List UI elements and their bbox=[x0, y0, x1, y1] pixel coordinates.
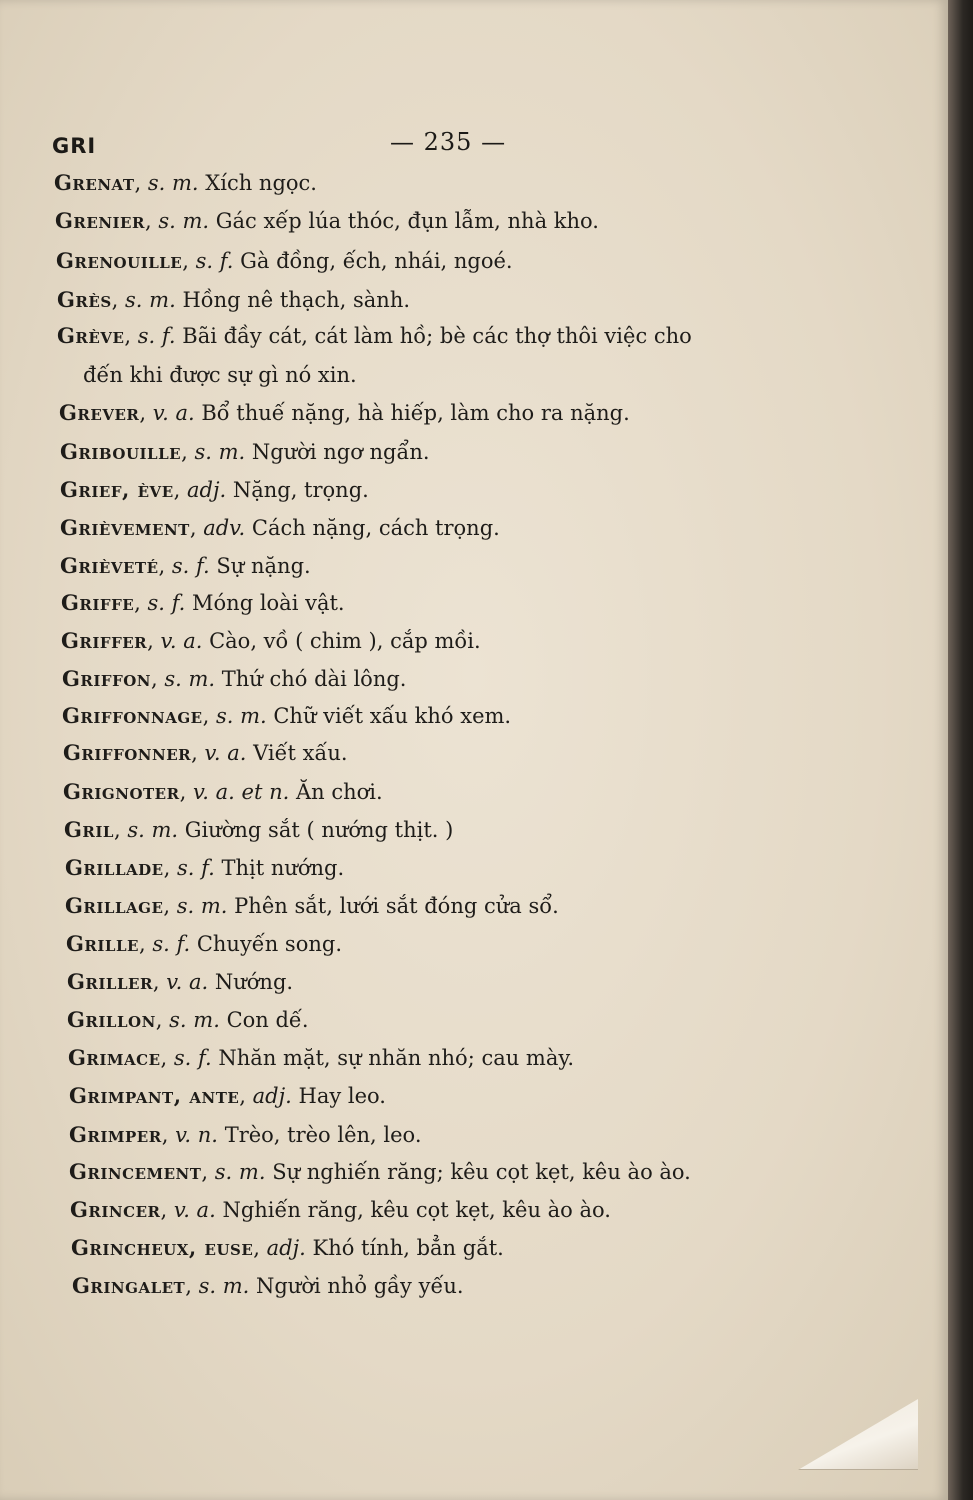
dictionary-entry bbox=[72, 1271, 464, 1301]
folded-corner bbox=[798, 1399, 918, 1470]
dictionary-entry bbox=[67, 1005, 309, 1035]
dictionary-entry bbox=[62, 701, 511, 731]
entry-grammar: s. f. bbox=[195, 249, 234, 273]
dictionary-entry bbox=[69, 1081, 386, 1111]
entry-definition: Con dế. bbox=[226, 1008, 309, 1032]
entry-headword: Gril bbox=[64, 817, 114, 842]
entry-definition: Thịt nướng. bbox=[221, 856, 345, 880]
dictionary-entry bbox=[63, 738, 348, 768]
entry-headword: Grille bbox=[66, 931, 139, 956]
separator: , bbox=[163, 894, 177, 918]
separator: , bbox=[134, 171, 148, 195]
entry-grammar: s. m. bbox=[127, 818, 179, 842]
separator: , bbox=[181, 440, 195, 464]
entry-definition: Chuyến song. bbox=[196, 932, 342, 956]
entry-definition: Móng loài vật. bbox=[192, 591, 345, 615]
dictionary-entry bbox=[69, 1120, 422, 1150]
guide-word: GRI bbox=[52, 134, 97, 158]
entry-definition: Người nhỏ gầy yếu. bbox=[255, 1274, 464, 1298]
entry-grammar: s. m. bbox=[164, 667, 216, 691]
dictionary-entry bbox=[65, 891, 559, 921]
entry-grammar: s. f. bbox=[137, 324, 176, 348]
dictionary-entry bbox=[66, 929, 342, 959]
entry-grammar: s. m. bbox=[214, 1160, 266, 1184]
dictionary-entry bbox=[60, 513, 500, 543]
dictionary-entry bbox=[56, 246, 513, 276]
entry-headword: Grenouille bbox=[56, 248, 183, 273]
entry-definition: Phên sắt, lưới sắt đóng cửa sổ. bbox=[234, 894, 559, 918]
separator: , bbox=[158, 554, 172, 578]
entry-definition: Bổ thuế nặng, hà hiếp, làm cho ra nặng. bbox=[201, 401, 630, 425]
entry-headword: Gribouille bbox=[60, 439, 182, 464]
entry-grammar: s. m. bbox=[215, 704, 267, 728]
entry-headword: Griffonnage bbox=[62, 703, 203, 728]
separator: , bbox=[144, 209, 159, 233]
entry-definition: Bãi đầy cát, cát làm hồ; bè các thợ thôi việc cho bbox=[182, 324, 692, 348]
separator: , bbox=[113, 818, 128, 842]
entry-definition: Sự nghiến răng; kêu cọt kẹt, kêu ào ào. bbox=[272, 1160, 691, 1184]
entry-headword: Grève bbox=[57, 323, 125, 348]
dictionary-entry bbox=[60, 437, 430, 467]
entry-grammar: s. m. bbox=[176, 894, 228, 918]
entry-grammar: s. f. bbox=[147, 591, 186, 615]
dictionary-entry bbox=[60, 475, 369, 505]
entry-headword: Grenier bbox=[55, 208, 145, 233]
entry-headword: Griffer bbox=[61, 628, 148, 653]
entry-definition: Thứ chó dài lông. bbox=[221, 667, 407, 691]
separator: , bbox=[111, 288, 126, 312]
entry-grammar: v. a. bbox=[160, 629, 203, 653]
dictionary-entry bbox=[54, 168, 317, 198]
entry-definition: Chữ viết xấu khó xem. bbox=[273, 704, 512, 728]
separator: , bbox=[191, 741, 205, 765]
entry-grammar: v. a. bbox=[204, 741, 247, 765]
entry-headword: Grincer bbox=[70, 1197, 161, 1222]
separator: , bbox=[253, 1236, 267, 1260]
separator: , bbox=[202, 704, 216, 728]
separator: , bbox=[134, 591, 148, 615]
entry-definition: Cách nặng, cách trọng. bbox=[251, 516, 500, 540]
dictionary-entry bbox=[65, 853, 344, 883]
separator: , bbox=[163, 856, 177, 880]
entry-definition: Cào, vồ ( chim ), cắp mồi. bbox=[209, 629, 481, 653]
entry-definition: Nhăn mặt, sự nhăn nhó; cau mày. bbox=[218, 1046, 575, 1070]
entry-headword: Grillon bbox=[67, 1007, 156, 1032]
dictionary-entry bbox=[61, 626, 481, 656]
separator: , bbox=[147, 629, 161, 653]
separator: , bbox=[189, 516, 204, 540]
entry-headword: Grès bbox=[57, 287, 112, 312]
entry-definition: Hay leo. bbox=[298, 1084, 386, 1108]
separator: , bbox=[124, 324, 138, 348]
dictionary-entry bbox=[64, 815, 453, 845]
entry-definition: Giường sắt ( nướng thịt. ) bbox=[184, 818, 454, 842]
dictionary-entry bbox=[70, 1195, 611, 1225]
entry-headword: Grimace bbox=[68, 1045, 161, 1070]
entry-headword: Grief, ève bbox=[60, 477, 174, 502]
dictionary-entry bbox=[57, 285, 410, 315]
entry-definition: Ăn chơi. bbox=[295, 780, 383, 804]
entry-grammar: v. a. et n. bbox=[192, 780, 290, 804]
entry-grammar: adv. bbox=[203, 516, 246, 540]
entry-grammar: s. m. bbox=[198, 1274, 250, 1298]
dictionary-entry bbox=[71, 1233, 504, 1263]
separator: , bbox=[152, 970, 167, 994]
entry-grammar: s. f. bbox=[171, 554, 210, 578]
dictionary-entry bbox=[60, 551, 311, 581]
page-number: — 235 — bbox=[390, 128, 507, 156]
separator: , bbox=[155, 1008, 170, 1032]
entry-headword: Grincement bbox=[69, 1159, 202, 1184]
entry-grammar: v. a. bbox=[166, 970, 209, 994]
entry-headword: Griffe bbox=[61, 590, 135, 615]
separator: , bbox=[173, 478, 187, 502]
entry-headword: Griffon bbox=[62, 666, 151, 691]
entry-definition: Sự nặng. bbox=[216, 554, 311, 578]
entry-grammar: adj. bbox=[187, 478, 227, 502]
entry-headword: Grimper bbox=[69, 1122, 162, 1147]
entry-definition: Gà đồng, ếch, nhái, ngoé. bbox=[240, 249, 513, 273]
entry-definition: Trèo, trèo lên, leo. bbox=[224, 1123, 422, 1147]
entry-grammar: v. a. bbox=[173, 1198, 216, 1222]
entry-grammar: s. m. bbox=[169, 1008, 220, 1032]
entry-headword: Gringalet bbox=[72, 1273, 186, 1298]
dictionary-entry bbox=[61, 588, 345, 618]
dictionary-entry bbox=[67, 967, 293, 997]
entry-headword: Grièveté bbox=[60, 553, 159, 578]
entry-headword: Griffonner bbox=[63, 740, 192, 765]
entry-grammar: s. f. bbox=[152, 932, 191, 956]
entry-grammar: s. f. bbox=[173, 1046, 212, 1070]
entry-headword: Grever bbox=[59, 400, 140, 425]
separator: , bbox=[179, 780, 193, 804]
dictionary-entry bbox=[69, 1157, 691, 1187]
page-header bbox=[52, 122, 752, 162]
dictionary-entry bbox=[68, 1043, 574, 1073]
entry-definition: Khó tính, bẳn gắt. bbox=[312, 1236, 504, 1260]
separator: , bbox=[185, 1274, 199, 1298]
entry-headword: Grillage bbox=[65, 893, 164, 918]
entry-definition: Hồng nê thạch, sành. bbox=[182, 288, 411, 312]
entry-continuation: đến khi được sự gì nó xin. bbox=[83, 363, 357, 387]
entry-grammar: s. m. bbox=[158, 209, 210, 233]
entry-headword: Grenat bbox=[54, 170, 135, 195]
separator: , bbox=[239, 1084, 253, 1108]
separator: , bbox=[160, 1198, 174, 1222]
entry-grammar: adj. bbox=[266, 1236, 306, 1260]
separator: , bbox=[201, 1160, 215, 1184]
entry-grammar: v. a. bbox=[152, 401, 195, 425]
entry-definition: Nướng. bbox=[214, 970, 294, 994]
entry-headword: Grimpant, ante bbox=[69, 1083, 240, 1108]
entry-grammar: s. m. bbox=[194, 440, 246, 464]
entry-definition: Nặng, trọng. bbox=[232, 478, 369, 502]
dictionary-entry bbox=[55, 206, 599, 236]
entry-headword: Grignoter bbox=[63, 779, 180, 804]
entry-grammar: s. m. bbox=[125, 288, 176, 312]
dictionary-entry bbox=[57, 321, 692, 351]
entry-grammar: s. f. bbox=[176, 856, 215, 880]
entry-headword: Grillade bbox=[65, 855, 164, 880]
entry-definition: Xích ngọc. bbox=[205, 171, 317, 195]
entry-headword: Griller bbox=[67, 969, 153, 994]
entry-definition: Nghiến răng, kêu cọt kẹt, kêu ào ào. bbox=[222, 1198, 611, 1222]
entry-definition: Người ngơ ngẩn. bbox=[251, 440, 430, 464]
dictionary-entry bbox=[59, 398, 630, 428]
dictionary-entry bbox=[63, 777, 383, 807]
entry-definition: Gác xếp lúa thóc, đụn lẫm, nhà kho. bbox=[215, 209, 599, 233]
entry-definition: Viết xấu. bbox=[253, 741, 348, 765]
dictionary-entry bbox=[62, 664, 406, 694]
separator: , bbox=[182, 249, 196, 273]
book-edge bbox=[948, 0, 973, 1500]
entry-grammar: adj. bbox=[252, 1084, 292, 1108]
entry-headword: Grièvement bbox=[60, 515, 190, 540]
separator: , bbox=[138, 932, 153, 956]
separator: , bbox=[161, 1123, 176, 1147]
separator: , bbox=[160, 1046, 174, 1070]
entry-grammar: s. m. bbox=[147, 171, 199, 195]
separator: , bbox=[139, 401, 153, 425]
separator: , bbox=[151, 667, 165, 691]
entry-grammar: v. n. bbox=[175, 1123, 218, 1147]
entry-headword: Grincheux, euse bbox=[71, 1235, 254, 1260]
